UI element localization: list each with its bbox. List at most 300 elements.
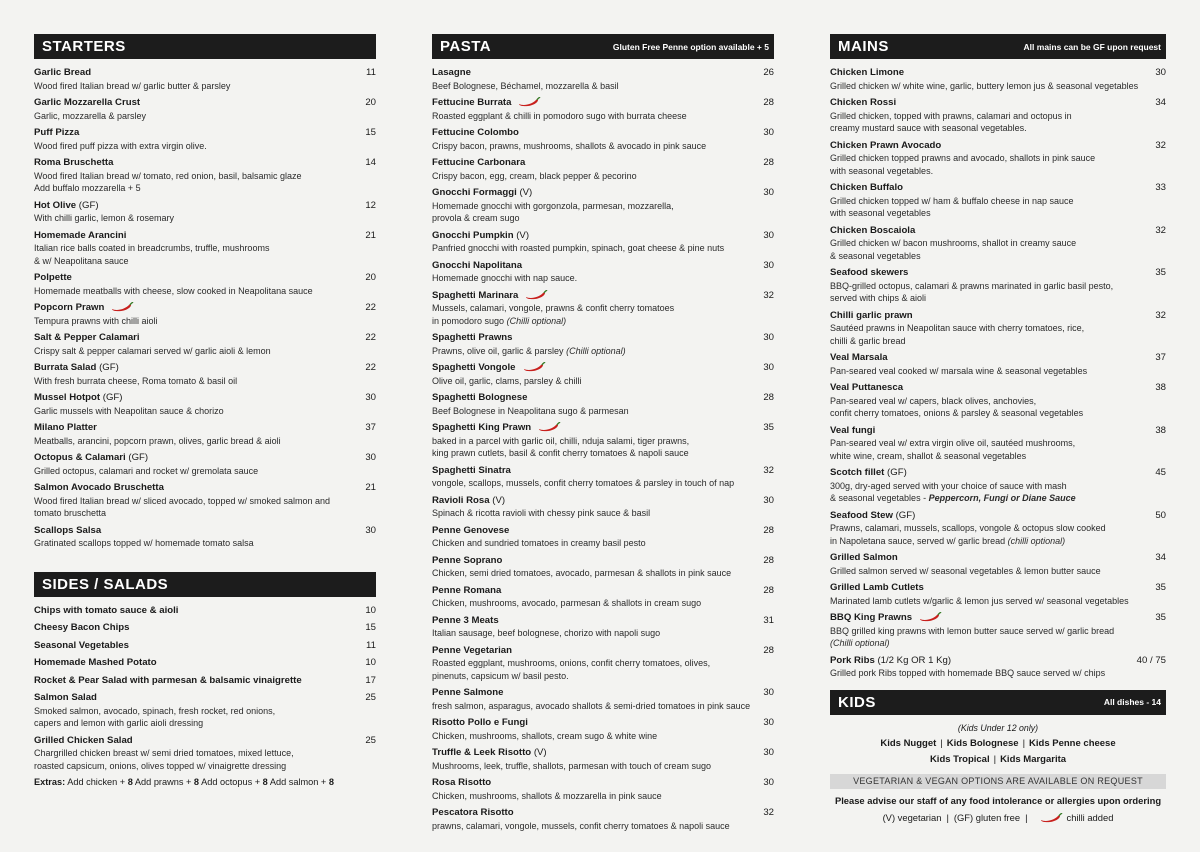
menu-item-row bbox=[432, 157, 774, 170]
dish-description: Grilled octopus, calamari and rocket w/ gremolata sauce bbox=[34, 465, 259, 476]
menu-item bbox=[830, 310, 1166, 348]
dish-title: Penne Genovese bbox=[432, 524, 510, 536]
dish-name bbox=[34, 272, 72, 285]
menu-item bbox=[830, 582, 1166, 607]
dish-title: Truffle & Leek Risotto bbox=[432, 747, 532, 758]
menu-item-row bbox=[432, 187, 774, 200]
dish-tag: (V) bbox=[516, 229, 530, 241]
menu-item-row bbox=[34, 332, 376, 345]
dish-title: Chicken Prawn Avocado bbox=[830, 139, 942, 151]
menu-item-row bbox=[830, 582, 1166, 595]
menu-item-row bbox=[34, 230, 376, 243]
menu-item bbox=[432, 332, 774, 357]
dish-price: 30 bbox=[763, 332, 774, 343]
dish-name bbox=[432, 67, 471, 80]
dish-description: prawns, calamari, vongole, mussels, confit cherry tomatoes & napoli sauce bbox=[432, 820, 730, 831]
dish-description: Wood fired Italian bread w/ garlic butter & parsley bbox=[34, 80, 231, 91]
dish-price: 17 bbox=[365, 674, 376, 686]
menu-item bbox=[830, 140, 1166, 178]
dish-price: 32 bbox=[1155, 139, 1166, 151]
kids-title: KIDS bbox=[838, 693, 876, 711]
dish-description: BBQ-grilled octopus, calamari & prawns marinated in garlic basil pesto, bbox=[830, 280, 1114, 291]
dish-title: BBQ King Prawns bbox=[830, 612, 913, 623]
dish-tag: (V) bbox=[519, 187, 533, 198]
dish-name bbox=[432, 777, 491, 790]
menu-item-row bbox=[34, 422, 376, 435]
dish-note: (Chilli optional) bbox=[566, 345, 626, 356]
dish-name bbox=[432, 362, 546, 375]
dish-title: Lasagne bbox=[432, 67, 471, 78]
dish-title: Fettucine Colombo bbox=[432, 127, 519, 138]
pasta-note: Gluten Free Penne option available + 5 bbox=[612, 41, 769, 52]
chilli-icon bbox=[537, 422, 561, 432]
dish-price: 32 bbox=[1155, 224, 1166, 236]
dish-title: Popcorn Prawn bbox=[34, 302, 105, 313]
dish-title: Puff Pizza bbox=[34, 127, 80, 138]
menu-item-row bbox=[830, 382, 1166, 395]
menu-item-row bbox=[432, 777, 774, 790]
dish-price: 25 bbox=[365, 692, 376, 703]
dish-title: Spaghetti Prawns bbox=[432, 332, 513, 343]
dish-name bbox=[34, 67, 91, 80]
dish-description: 300g, dry-aged served with your choice of sauce with mash bbox=[830, 480, 1067, 491]
dish-description: Smoked salmon, avocado, spinach, fresh rocket, red onions, bbox=[34, 705, 276, 716]
menu-item bbox=[34, 127, 376, 152]
dish-description: Wood fired puff pizza with extra virgin olive. bbox=[34, 140, 207, 151]
extras-label: Extras: bbox=[34, 777, 66, 787]
menu-item-row bbox=[432, 645, 774, 658]
dish-description: with seasonal vegetables. bbox=[830, 165, 934, 176]
dish-price: 21 bbox=[365, 482, 376, 493]
dish-description: Crispy bacon, prawns, mushrooms, shallots & avocado in pink sauce bbox=[432, 140, 707, 151]
dish-name bbox=[432, 260, 522, 273]
menu-item-row bbox=[34, 157, 376, 170]
dish-title: Polpette bbox=[34, 272, 72, 283]
dish-title: Spaghetti King Prawn bbox=[432, 422, 532, 433]
dish-name bbox=[830, 612, 942, 625]
dish-name bbox=[432, 187, 532, 200]
dish-description: confit cherry tomatoes, onions & parsley & seasonal vegetables bbox=[830, 408, 1084, 418]
extra-price: 8 bbox=[127, 777, 133, 787]
dish-tag: (GF) bbox=[895, 509, 916, 521]
pasta-title: PASTA bbox=[440, 38, 492, 55]
menu-item-row bbox=[432, 525, 774, 538]
dish-description: Garlic mussels with Neapolitan sauce & chorizo bbox=[34, 405, 224, 416]
dish-name bbox=[34, 332, 140, 345]
chilli-icon bbox=[524, 290, 548, 300]
menu-item bbox=[830, 225, 1166, 263]
menu-item bbox=[432, 465, 774, 490]
dish-description: fresh salmon, asparagus, avocado shallots & semi-dried tomatoes in pink sauce bbox=[432, 700, 751, 711]
mains-title: MAINS bbox=[838, 38, 889, 55]
kids-dish: Kids Tropical bbox=[929, 753, 990, 765]
dish-price: 40 / 75 bbox=[1136, 654, 1166, 666]
dish-title: Garlic Bread bbox=[34, 67, 92, 78]
dish-name bbox=[432, 97, 541, 110]
menu-item bbox=[34, 422, 376, 447]
dish-title: Chicken Buffalo bbox=[830, 182, 904, 193]
dish-price: 32 bbox=[763, 807, 774, 818]
dish-price: 22 bbox=[365, 332, 376, 343]
dish-description: creamy mustard sauce with seasonal vegetables. bbox=[830, 123, 1027, 133]
menu-item-row bbox=[34, 67, 376, 80]
menu-item-row bbox=[830, 467, 1166, 480]
dish-price: 12 bbox=[365, 199, 376, 211]
starters-title: STARTERS bbox=[42, 38, 126, 55]
menu-item bbox=[34, 482, 376, 520]
dish-name bbox=[34, 482, 164, 495]
dish-title: Penne Salmone bbox=[432, 687, 504, 698]
menu-item bbox=[830, 467, 1166, 505]
menu-item bbox=[432, 127, 774, 152]
menu-item bbox=[432, 687, 774, 712]
menu-item-row bbox=[432, 332, 774, 345]
menu-item bbox=[34, 392, 376, 417]
dish-title: Spaghetti Marinara bbox=[432, 289, 519, 301]
dish-name bbox=[34, 452, 148, 465]
menu-item-row bbox=[830, 67, 1166, 80]
menu-item bbox=[432, 362, 774, 387]
dish-description: Italian rice balls coated in breadcrumbs, truffle, mushrooms bbox=[34, 243, 270, 253]
dish-description: Tempura prawns with chilli aioli bbox=[34, 315, 158, 326]
dish-price: 37 bbox=[365, 422, 376, 433]
menu-item bbox=[34, 525, 376, 550]
dish-description: white wine, cream, shallot & seasonal vegetables bbox=[830, 450, 1027, 461]
dish-price: 32 bbox=[1155, 309, 1166, 321]
dish-description: Crispy bacon, egg, cream, black pepper & pecorino bbox=[432, 170, 637, 181]
dish-title: Penne Vegetarian bbox=[432, 644, 512, 656]
menu-item bbox=[432, 495, 774, 520]
menu-item-row bbox=[432, 495, 774, 508]
dish-tag: (1/2 Kg OR 1 Kg) bbox=[877, 654, 952, 666]
dish-title: Fettucine Carbonara bbox=[432, 157, 526, 168]
dish-title: Gnocchi Napolitana bbox=[432, 259, 523, 271]
menu-item bbox=[830, 552, 1166, 577]
legend-gluten-free: (GF) gluten free bbox=[953, 811, 1021, 823]
kids-line-1: Kids Nugget | Kids Bolognese | Kids Penne cheese bbox=[880, 737, 1116, 749]
dish-price: 25 bbox=[365, 734, 376, 746]
dish-name bbox=[830, 140, 941, 153]
dish-description: Chicken and sundried tomatoes in creamy basil pesto bbox=[432, 538, 646, 548]
dish-price: 28 bbox=[763, 157, 774, 168]
menu-item-row bbox=[432, 555, 774, 568]
menu-item bbox=[432, 157, 774, 182]
dish-name bbox=[432, 645, 512, 658]
menu-item bbox=[432, 290, 774, 328]
dish-name bbox=[830, 67, 904, 80]
chilli-icon bbox=[522, 362, 546, 372]
dish-title: Grilled Chicken Salad bbox=[34, 734, 133, 746]
dish-name bbox=[432, 585, 501, 598]
dish-description: Pan-seared veal cooked w/ marsala wine & seasonal vegetables bbox=[830, 365, 1088, 376]
dish-title: Octopus & Calamari bbox=[34, 452, 126, 463]
dish-title: Grilled Salmon bbox=[830, 552, 898, 563]
dish-description: Crispy salt & pepper calamari served w/ garlic aioli & lemon bbox=[34, 345, 271, 356]
mains-list bbox=[830, 67, 1166, 680]
dish-description: Roasted eggplant, mushrooms, onions, confit cherry tomatoes, olives, bbox=[432, 658, 711, 668]
menu-item-row bbox=[830, 352, 1166, 365]
dish-price: 21 bbox=[365, 229, 376, 241]
pasta-header bbox=[432, 34, 774, 59]
menu-item-row bbox=[432, 290, 774, 303]
dish-price: 38 bbox=[1155, 424, 1166, 436]
dish-title: Ravioli Rosa bbox=[432, 494, 490, 506]
menu-item bbox=[830, 352, 1166, 377]
dish-description: Italian sausage, beef bolognese, chorizo with napoli sugo bbox=[432, 628, 661, 638]
dish-extra: with parmesan & balsamic vinaigrette bbox=[127, 674, 302, 686]
dish-title: Homemade Mashed Potato bbox=[34, 657, 157, 668]
menu-item-row bbox=[830, 655, 1166, 668]
dish-description: Chicken, mushrooms, shallots, cream sugo & white wine bbox=[432, 730, 658, 741]
menu-item bbox=[830, 182, 1166, 220]
starters-header bbox=[34, 34, 376, 59]
menu-item bbox=[432, 230, 774, 255]
dish-title: Grilled Lamb Cutlets bbox=[830, 582, 924, 593]
dish-description: Mussels, calamari, vongole, prawns & confit cherry tomatoes bbox=[432, 303, 675, 313]
dish-note: (chilli optional) bbox=[1007, 535, 1066, 546]
dish-name bbox=[432, 230, 529, 243]
dish-description: Pan-seared veal w/ extra virgin olive oil, sautéed mushrooms, bbox=[830, 438, 1076, 448]
menu-item-row bbox=[830, 310, 1166, 323]
dish-price: 30 bbox=[1155, 67, 1166, 78]
extra-option: Add octopus + bbox=[201, 777, 261, 787]
chilli-icon bbox=[110, 302, 134, 312]
dish-price: 10 bbox=[365, 657, 376, 668]
dish-price: 28 bbox=[763, 644, 774, 656]
legend: (V) vegetarian | (GF) gluten free | chilli added bbox=[882, 811, 1114, 823]
dish-description: Roasted eggplant & chilli in pomodoro sugo with burrata cheese bbox=[432, 110, 687, 121]
menu-item-row bbox=[34, 692, 376, 705]
dish-title: Veal Puttanesca bbox=[830, 382, 904, 393]
dish-price: 30 bbox=[763, 777, 774, 788]
menu-item-row bbox=[34, 482, 376, 495]
dish-price: 30 bbox=[763, 229, 774, 241]
dish-name bbox=[34, 657, 157, 670]
dish-price: 30 bbox=[365, 392, 376, 403]
menu-item-row bbox=[34, 200, 376, 213]
menu-item-row bbox=[432, 615, 774, 628]
dish-price: 28 bbox=[763, 584, 774, 596]
menu-item-row bbox=[830, 510, 1166, 523]
menu-item-row bbox=[432, 687, 774, 700]
menu-item-row bbox=[34, 392, 376, 405]
dish-name bbox=[432, 687, 503, 700]
extra-price: 8 bbox=[262, 777, 268, 787]
dish-name bbox=[432, 290, 548, 303]
dish-tag: (GF) bbox=[887, 467, 907, 478]
menu-item bbox=[432, 422, 774, 460]
dish-description: Homemade gnocchi with gorgonzola, parmesan, mozzarella, bbox=[432, 200, 674, 211]
dish-title: Fettucine Burrata bbox=[432, 97, 512, 108]
dish-price: 33 bbox=[1155, 182, 1166, 193]
dish-description: served with chips & aioli bbox=[830, 293, 927, 303]
dish-price: 30 bbox=[763, 187, 774, 198]
dish-description: Chicken, mushrooms, shallots & mozzarella in pink sauce bbox=[432, 790, 662, 801]
dish-title: Chips bbox=[34, 604, 61, 616]
dish-description: Wood fired Italian bread w/ sliced avocado, topped w/ smoked salmon and bbox=[34, 495, 331, 506]
dish-description: chilli & garlic bread bbox=[830, 335, 906, 346]
dish-price: 30 bbox=[763, 717, 774, 728]
dish-name bbox=[34, 200, 99, 213]
menu-item bbox=[432, 525, 774, 550]
dish-name bbox=[830, 655, 951, 668]
dish-name bbox=[34, 525, 101, 538]
menu-item-row bbox=[34, 640, 376, 653]
dish-price: 30 bbox=[763, 259, 774, 271]
mains-note: All mains can be GF upon request bbox=[1023, 41, 1161, 52]
menu-item bbox=[34, 452, 376, 477]
mains-header bbox=[830, 34, 1166, 59]
dish-description: provola & cream sugo bbox=[432, 213, 520, 223]
dish-description: With chilli garlic, lemon & rosemary bbox=[34, 213, 175, 223]
dish-price: 20 bbox=[365, 97, 376, 108]
dish-description: Sautéed prawns in Neapolitan sauce with cherry tomatoes, rice, bbox=[830, 323, 1085, 333]
sides-title: SIDES / SALADS bbox=[42, 575, 169, 593]
dish-title: Burrata Salad bbox=[34, 362, 97, 373]
dish-name bbox=[432, 127, 519, 140]
dish-description: Add buffalo mozzarella + 5 bbox=[34, 183, 141, 193]
legend-vegetarian: (V) vegetarian bbox=[882, 811, 942, 823]
dish-tag: (GF) bbox=[102, 392, 123, 403]
menu-item bbox=[830, 425, 1166, 463]
menu-item-row bbox=[34, 675, 376, 688]
dish-price: 34 bbox=[1155, 552, 1166, 563]
dish-name bbox=[34, 392, 122, 405]
dish-title: Homemade Arancini bbox=[34, 229, 127, 241]
dish-price: 31 bbox=[763, 614, 774, 626]
dish-note: (Chilli optional) bbox=[506, 315, 567, 326]
menu-item bbox=[830, 97, 1166, 135]
dish-name bbox=[830, 382, 903, 395]
dish-name bbox=[830, 582, 924, 595]
dish-title: Veal fungi bbox=[830, 424, 876, 436]
menu-item-row bbox=[432, 67, 774, 80]
extra-option: Add chicken + bbox=[67, 777, 126, 787]
dish-description: baked in a parcel with garlic oil, chilli, nduja salami, tiger prawns, bbox=[432, 435, 690, 446]
dish-description: in pomodoro sugo (Chilli optional) bbox=[432, 315, 567, 326]
dish-name bbox=[432, 465, 511, 478]
dish-note-line bbox=[830, 637, 1166, 650]
menu-item-row bbox=[34, 735, 376, 748]
dish-name bbox=[432, 555, 502, 568]
menu-item-row bbox=[432, 127, 774, 140]
legend-chilli: chilli added bbox=[1066, 811, 1114, 823]
dish-name bbox=[432, 807, 514, 820]
dish-name bbox=[432, 332, 513, 345]
menu-item bbox=[432, 392, 774, 417]
dish-price: 10 bbox=[365, 604, 376, 616]
dish-tag: (V) bbox=[533, 747, 547, 758]
dish-name bbox=[830, 267, 908, 280]
dish-price: 22 bbox=[365, 302, 376, 313]
menu-item-row bbox=[34, 302, 376, 315]
dish-price: 30 bbox=[365, 524, 376, 536]
dish-description: with seasonal vegetables bbox=[830, 208, 931, 218]
dish-title: Chicken Boscaiola bbox=[830, 224, 916, 236]
dish-name bbox=[830, 552, 898, 565]
menu-item bbox=[830, 612, 1166, 650]
dish-title: Penne Soprano bbox=[432, 554, 503, 566]
dish-description: Grilled chicken topped prawns and avocado, shallots in pink sauce bbox=[830, 153, 1096, 163]
dish-price: 14 bbox=[365, 157, 376, 168]
menu-item bbox=[432, 97, 774, 122]
dish-price: 30 bbox=[763, 127, 774, 138]
kids-dish: Kids Nugget bbox=[880, 737, 937, 749]
dish-description: Grilled chicken, topped with prawns, calamari and octopus in bbox=[830, 110, 1072, 121]
dish-description: Beef Bolognese in Neapolitana sugo & parmesan bbox=[432, 405, 629, 416]
dish-title: Chicken Rossi bbox=[830, 97, 897, 108]
dish-name bbox=[432, 422, 561, 435]
menu-item bbox=[432, 747, 774, 772]
dish-name bbox=[830, 510, 915, 523]
dish-price: 26 bbox=[763, 67, 774, 78]
dish-title: Roma Bruschetta bbox=[34, 157, 114, 168]
dish-description: Chicken, semi dried tomatoes, avocado, parmesan & shallots in pink sauce bbox=[432, 568, 732, 578]
dish-name bbox=[432, 747, 547, 760]
menu-item-row bbox=[830, 267, 1166, 280]
dish-name bbox=[432, 392, 527, 405]
menu-item bbox=[34, 332, 376, 357]
menu-item bbox=[830, 382, 1166, 420]
dish-title: Milano Platter bbox=[34, 422, 97, 433]
menu-item-row bbox=[432, 422, 774, 435]
menu-item-row bbox=[34, 127, 376, 140]
dish-title: Salmon Avocado Bruschetta bbox=[34, 482, 164, 493]
dish-title: Seafood Stew bbox=[830, 509, 893, 521]
dish-title: Hot Olive bbox=[34, 199, 77, 211]
menu-item bbox=[34, 157, 376, 195]
extra-option: Add salmon + bbox=[269, 777, 327, 787]
dish-description: pinenuts, capsicum w/ basil pesto. bbox=[432, 670, 569, 681]
menu-item bbox=[432, 585, 774, 610]
dish-price: 28 bbox=[763, 524, 774, 536]
dish-title: Veal Marsala bbox=[830, 352, 888, 363]
dish-price: 30 bbox=[763, 747, 774, 758]
menu-item-row bbox=[830, 425, 1166, 438]
menu-item-row bbox=[432, 747, 774, 760]
starters-column bbox=[34, 34, 376, 787]
menu-item-row bbox=[34, 452, 376, 465]
menu-item bbox=[34, 735, 376, 773]
dish-title: Scallops Salsa bbox=[34, 524, 102, 536]
menu-item bbox=[432, 717, 774, 742]
dish-title: Cheesy Bacon Chips bbox=[34, 622, 130, 633]
dish-description: & seasonal vegetables - Peppercorn, Fungi or Diane Sauce bbox=[830, 493, 1076, 503]
dish-title: Chilli garlic prawn bbox=[830, 309, 913, 321]
sides-header bbox=[34, 572, 376, 597]
dish-description: With fresh burrata cheese, Roma tomato & basil oil bbox=[34, 375, 238, 386]
dish-title: Seafood skewers bbox=[830, 267, 909, 278]
dish-price: 28 bbox=[763, 392, 774, 403]
menu-item bbox=[34, 67, 376, 92]
menu-item-row bbox=[830, 140, 1166, 153]
chilli-icon bbox=[517, 97, 541, 107]
dish-name bbox=[830, 352, 888, 365]
menu-item-row bbox=[34, 97, 376, 110]
menu-item bbox=[432, 260, 774, 285]
kids-block bbox=[830, 723, 1166, 765]
dish-name bbox=[830, 310, 913, 323]
menu-item-row bbox=[432, 260, 774, 273]
dish-name bbox=[830, 467, 907, 480]
dish-description: Spinach & ricotta ravioli with chessy pink sauce & basil bbox=[432, 508, 651, 518]
chilli-icon bbox=[918, 612, 942, 622]
menu-item bbox=[34, 692, 376, 730]
dish-description: tomato bruschetta bbox=[34, 508, 107, 518]
menu-item-row bbox=[830, 97, 1166, 110]
dish-price: 11 bbox=[366, 639, 376, 651]
dish-name bbox=[432, 615, 499, 628]
